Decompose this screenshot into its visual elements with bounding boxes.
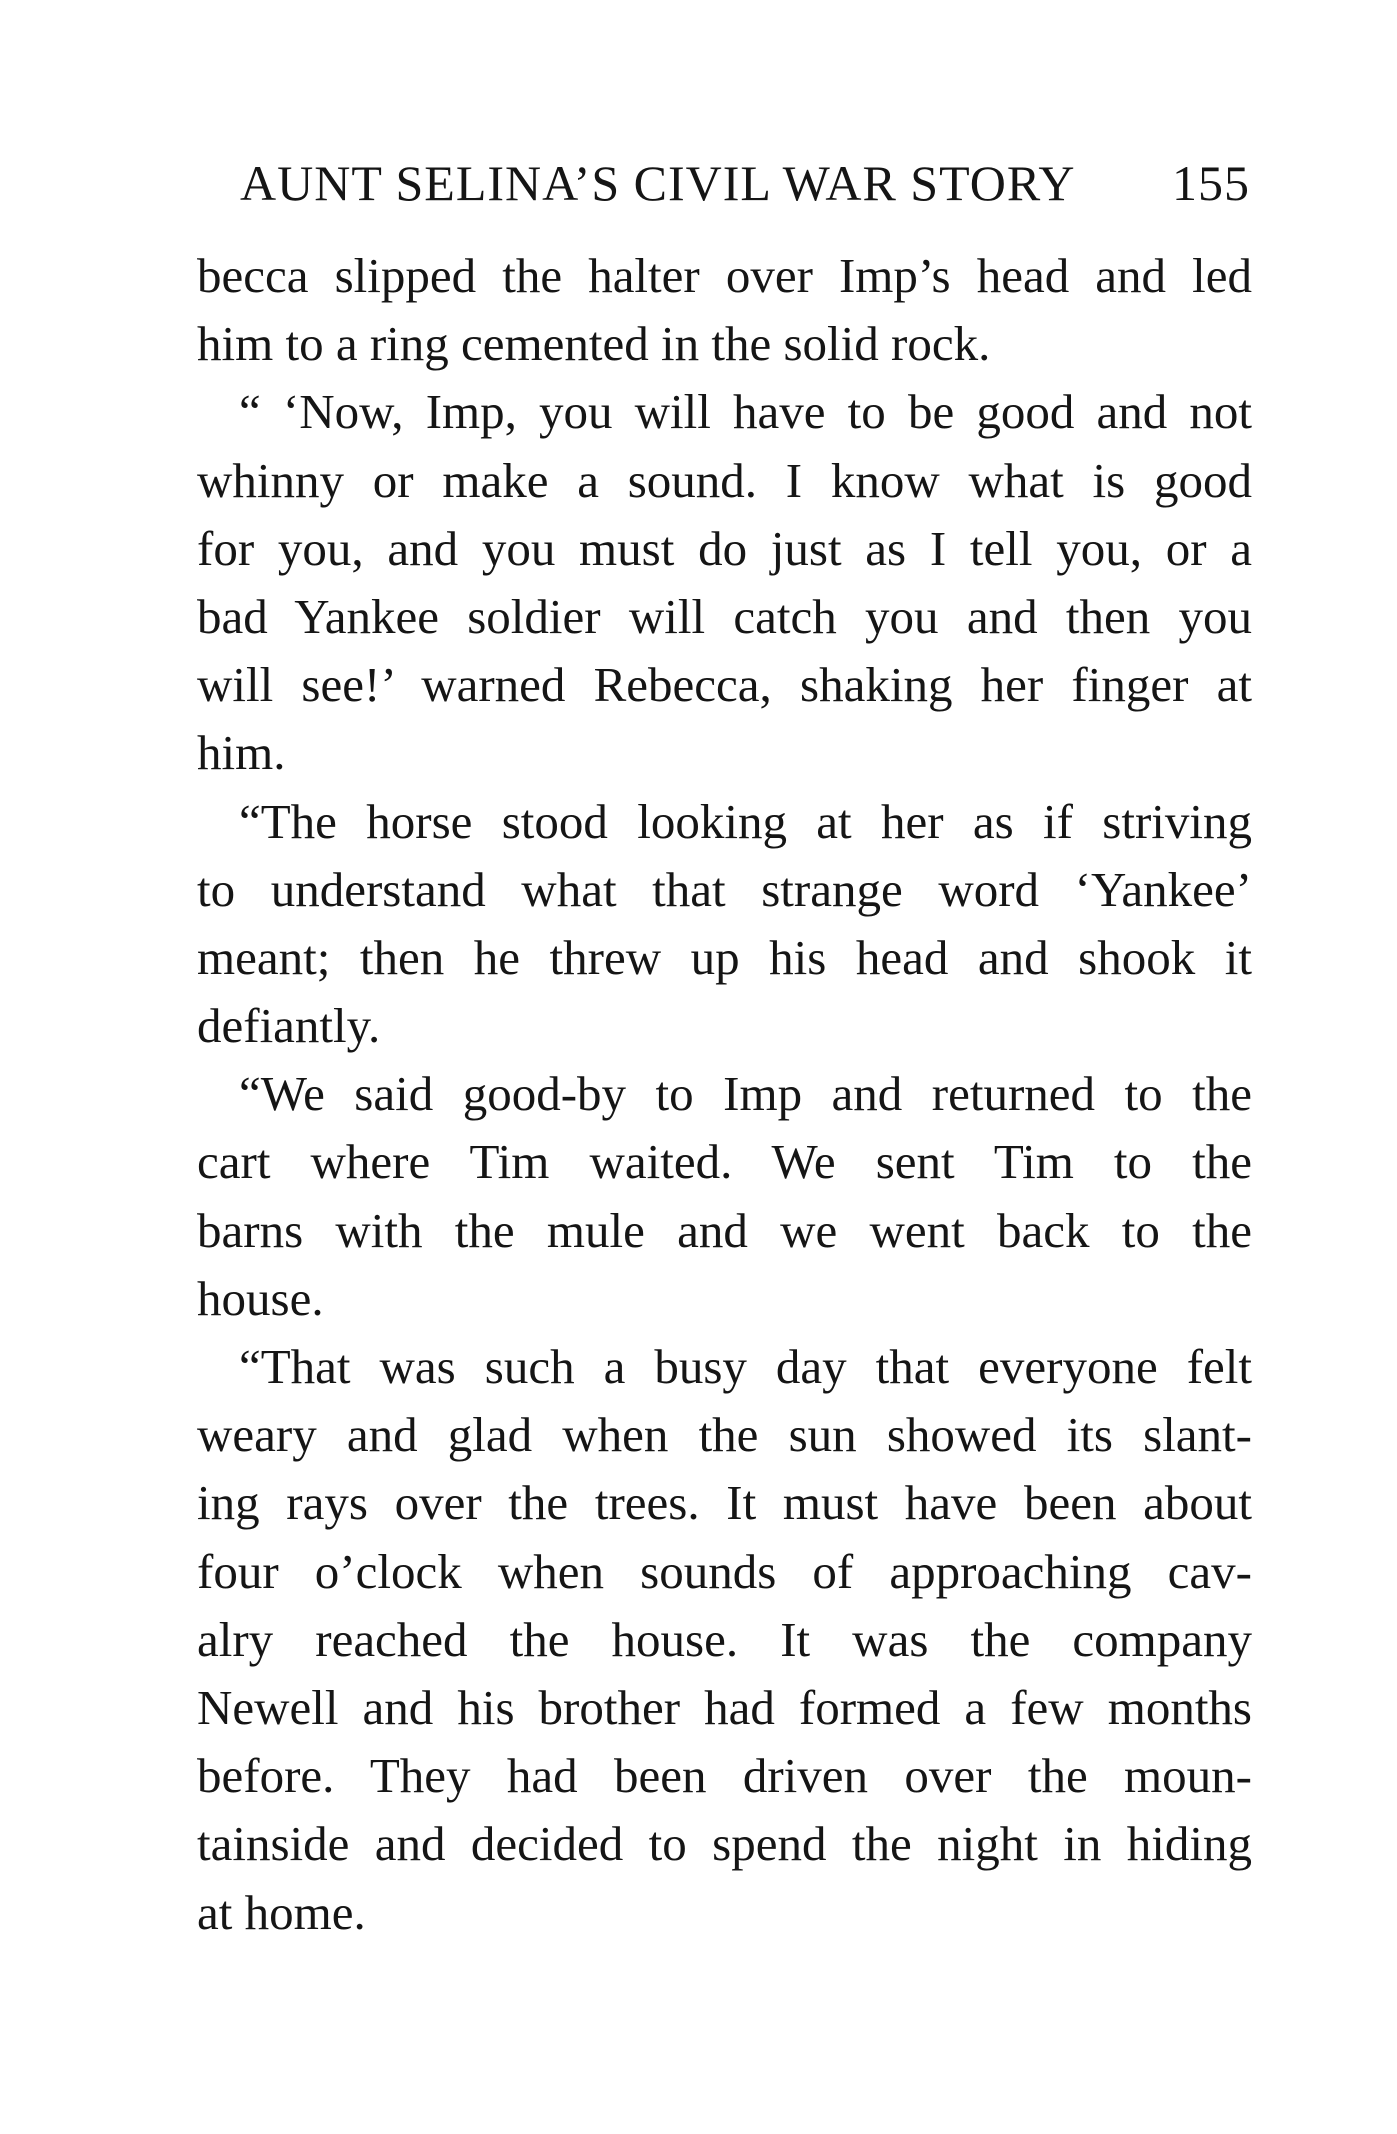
text-line: defiantly. [197, 998, 381, 1054]
text-line: “The horse stood looking at her as if striving [239, 793, 1252, 849]
text-line: tainside and decided to spend the night in hiding [197, 1816, 1252, 1872]
text-line: meant; then he threw up his head and shook it [197, 929, 1252, 985]
text-line: whinny or make a sound. I know what is good [197, 452, 1252, 508]
text-line: to understand what that strange word ‘Yankee’ [197, 861, 1252, 917]
text-line: him. [197, 725, 286, 781]
text-line: “We said good-by to Imp and returned to the [239, 1066, 1252, 1122]
text-line: ing rays over the trees. It must have been about [197, 1475, 1252, 1531]
page-number: 155 [1172, 155, 1250, 211]
text-line: weary and glad when the sun showed its slant- [197, 1407, 1252, 1463]
text-line: Newell and his brother had formed a few months [197, 1679, 1252, 1735]
text-line: for you, and you must do just as I tell you, or a [197, 520, 1252, 576]
text-line: him to a ring cemented in the solid rock. [197, 316, 991, 372]
text-line: barns with the mule and we went back to the [197, 1202, 1252, 1258]
text-line: will see!’ warned Rebecca, shaking her finger at [197, 657, 1252, 713]
text-line: alry reached the house. It was the company [197, 1611, 1252, 1667]
text-line: four o’clock when sounds of approaching cav- [197, 1543, 1252, 1599]
text-line: becca slipped the halter over Imp’s head and led [197, 248, 1252, 303]
running-title: AUNT SELINA’S CIVIL WAR STORY [240, 155, 1076, 211]
running-head [240, 148, 1250, 218]
text-line: cart where Tim waited. We sent Tim to the [197, 1134, 1252, 1190]
text-line: “That was such a busy day that everyone felt [239, 1339, 1252, 1394]
text-line: bad Yankee soldier will catch you and then you [197, 588, 1252, 644]
text-line: “ ‘Now, Imp, you will have to be good and not [239, 384, 1252, 440]
text-line: before. They had been driven over the moun- [197, 1748, 1252, 1804]
text-line: house. [197, 1270, 324, 1326]
body-text [197, 242, 1252, 1947]
text-line: at home. [197, 1884, 366, 1940]
